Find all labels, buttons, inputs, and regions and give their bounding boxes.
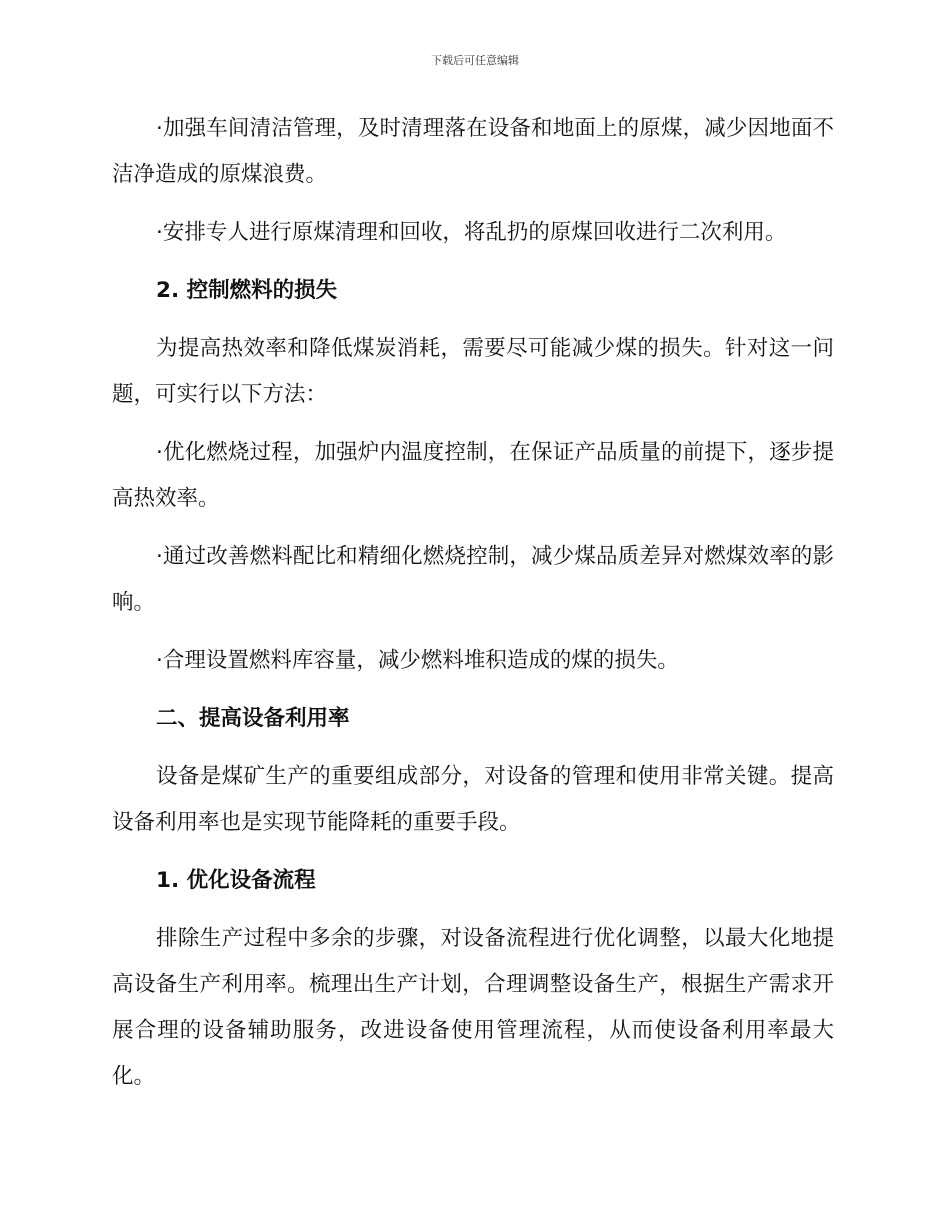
bullet-paragraph-recycling: ·安排专人进行原煤清理和回收，将乱扔的原煤回收进行二次利用。 <box>156 220 787 245</box>
bullet-paragraph-combustion: ·优化燃烧过程，加强炉内温度控制，在保证产品质量的前提下，逐步提高热效率。 <box>112 440 834 511</box>
section-heading-equipment-utilization: 二、提高设备利用率 <box>156 706 350 731</box>
section-heading-optimize-process: 1. 优化设备流程 <box>156 868 316 893</box>
paragraph-fuel-intro: 为提高热效率和降低煤炭消耗，需要尽可能减少煤的损失。针对这一问题，可实行以下方法： <box>112 336 834 407</box>
bullet-paragraph-fuel-ratio: ·通过改善燃料配比和精细化燃烧控制，减少煤品质差异对燃煤效率的影响。 <box>112 544 834 615</box>
section-heading-fuel-loss: 2. 控制燃料的损失 <box>156 278 338 303</box>
bullet-paragraph-cleanliness: ·加强车间清洁管理，及时清理落在设备和地面上的原煤，减少因地面不洁净造成的原煤浪费。 <box>112 116 834 187</box>
page-header-note: 下载后可任意编辑 <box>431 54 519 67</box>
document-body <box>112 106 834 1112</box>
paragraph-optimize-process: 排除生产过程中多余的步骤，对设备流程进行优化调整，以最大化地提高设备生产利用率。梳理出生产计划，合理调整设备生产，根据生产需求开展合理的设备辅助服务，改进设备使用管理流程，从而使设备利用率最大化。 <box>112 926 834 1089</box>
paragraph-equipment-intro: 设备是煤矿生产的重要组成部分，对设备的管理和使用非常关键。提高设备利用率也是实现节能降耗的重要手段。 <box>112 764 834 835</box>
bullet-paragraph-storage: ·合理设置燃料库容量，减少燃料堆积造成的煤的损失。 <box>156 648 679 673</box>
